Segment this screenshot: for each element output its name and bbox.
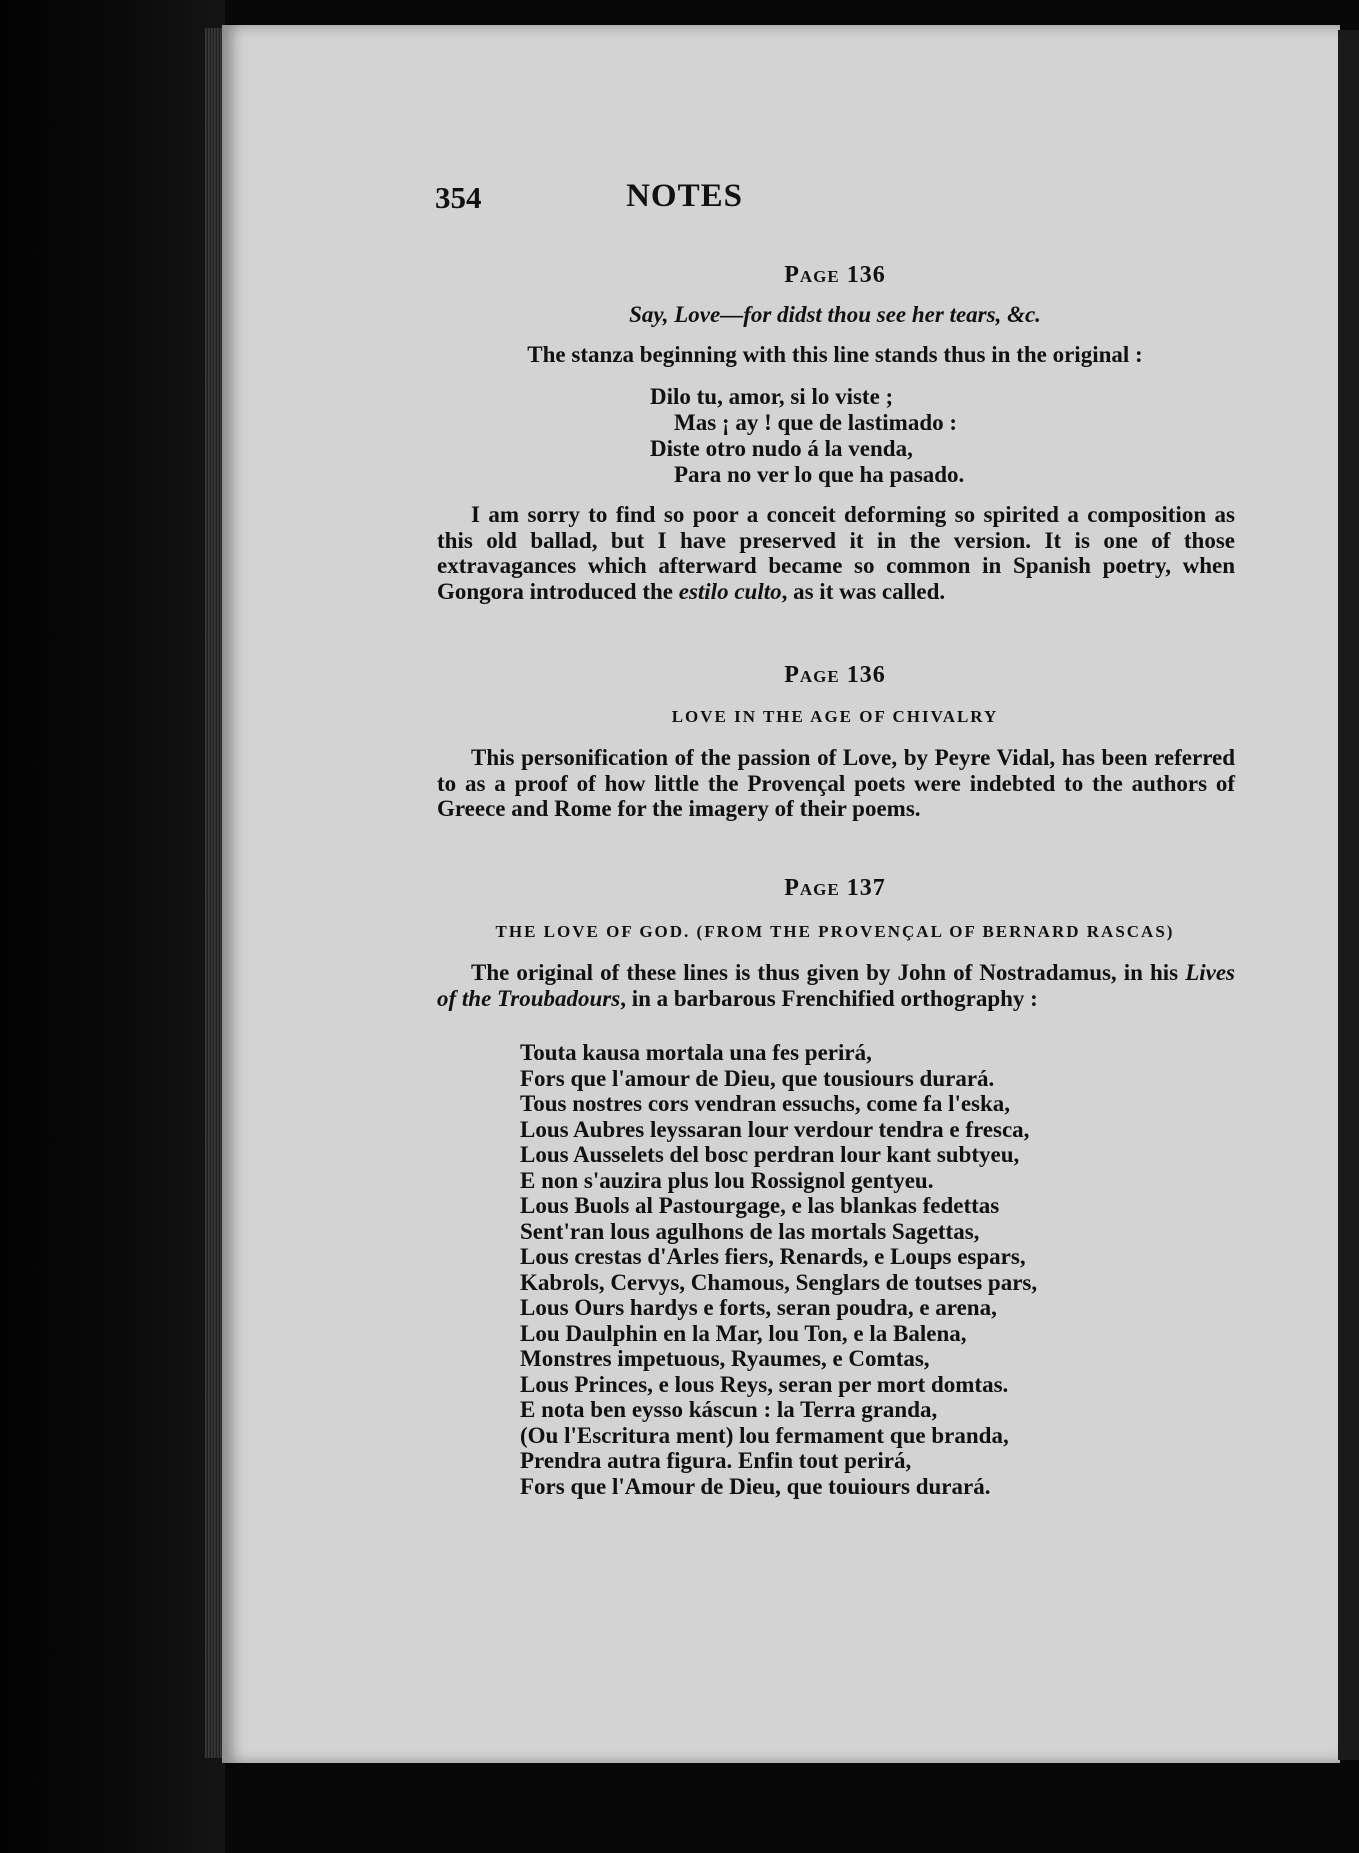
verse-line: Lous Aubres leyssaran lour verdour tendra e fresca, (520, 1116, 1030, 1142)
verse-line: Touta kausa mortala una fes perirá, (520, 1040, 872, 1065)
book-spine-shadow (0, 0, 225, 1853)
verse-line: Dilo tu, amor, si lo viste ; (650, 384, 894, 409)
verse-line: Prendra autra figura. Enfin tout perirá, (520, 1448, 912, 1473)
verse-line: E nota ben eysso káscun : la Terra granda, (520, 1397, 938, 1422)
section-quote: Say, Love—for didst thou see her tears, &c. (629, 302, 1041, 327)
section-heading: Page 137 (784, 875, 886, 901)
note-paragraph: This personification of the passion of Love, by Peyre Vidal, has been referred to as a proof of how little the Provençal poets were indebted to the authors of Greece and Rome for the imagery of their poems. (437, 745, 1235, 821)
verse-line: Lous Buols al Pastourgage, e las blankas fedettas (520, 1193, 1000, 1218)
page-right-edge (1338, 30, 1359, 1760)
section-subheading: THE LOVE OF GOD. (FROM THE PROVENÇAL OF BERNARD RASCAS) (495, 922, 1175, 941)
running-title: NOTES (626, 178, 743, 214)
verse-line: Tous nostres cors vendran essuchs, come fa l'eska, (520, 1091, 1011, 1116)
verse-line: Kabrols, Cervys, Chamous, Senglars de toutses pars, (520, 1269, 1038, 1295)
verse-line: Para no ver lo que ha pasado. (674, 462, 965, 487)
verse-line: Lous Ausselets del bosc perdran lour kant subtyeu, (520, 1142, 1020, 1167)
verse-line: Lous Princes, e lous Reys, seran per mort domtas. (520, 1371, 1009, 1397)
note-paragraph: The original of these lines is thus given by John of Nostradamus, in his Lives of the Troubadours, in a barbarous Frenchified orthography : (437, 960, 1235, 1011)
section-heading: Page 136 (784, 262, 886, 288)
verse-line: (Ou l'Escritura ment) lou fermament que branda, (520, 1422, 1009, 1448)
verse-line: E non s'auzira plus lou Rossignol gentyeu. (520, 1167, 934, 1193)
page-number: 354 (435, 180, 482, 215)
section-subheading: LOVE IN THE AGE OF CHIVALRY (671, 707, 999, 726)
section-intro: The stanza beginning with this line stands thus in the original : (527, 342, 1143, 367)
verse-line: Lous Ours hardys e forts, seran poudra, e arena, (520, 1295, 997, 1320)
verse-line: Monstres impetuous, Ryaumes, e Comtas, (520, 1346, 930, 1371)
verse-line: Lous crestas d'Arles fiers, Renards, e Loups espars, (520, 1244, 1026, 1269)
verse-line: Mas ¡ ay ! que de lastimado : (674, 410, 958, 435)
verse-line: Fors que l'Amour de Dieu, que touiours durará. (520, 1473, 991, 1499)
verse-line: Diste otro nudo á la venda, (650, 436, 913, 461)
verse-line: Lou Daulphin en la Mar, lou Ton, e la Balena, (520, 1320, 967, 1346)
verse-line: Fors que l'amour de Dieu, que tousiours durará. (520, 1065, 995, 1091)
section-heading: Page 136 (784, 662, 886, 688)
note-paragraph: I am sorry to find so poor a conceit deforming so spirited a composition as this old ballad, but I have preserved it in the version. It is one of those extravagances which afterward became so common in Spanish poetry, when Gongora introduced the estilo culto, as it was called. (437, 502, 1235, 604)
verse-line: Sent'ran lous agulhons de las mortals Sagettas, (520, 1218, 980, 1244)
